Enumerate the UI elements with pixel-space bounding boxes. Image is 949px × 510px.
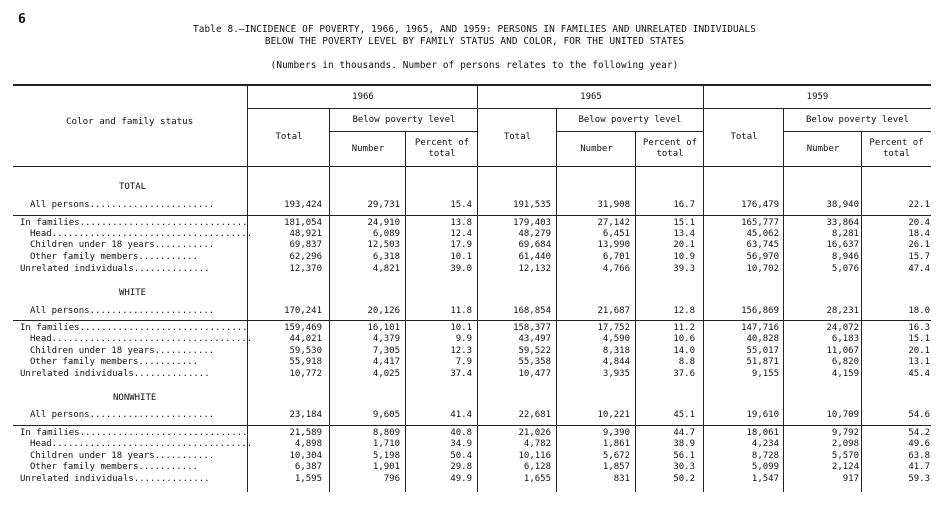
row-label: Children under 18 years........... (30, 346, 215, 356)
table-row (0, 439, 949, 450)
cell: 55,918 (289, 357, 322, 367)
section-title: NONWHITE (113, 393, 157, 403)
stub-header: Color and family status (66, 116, 194, 127)
cell: 8,946 (831, 252, 859, 262)
cell: 179,403 (513, 218, 551, 228)
cell: 7,305 (372, 346, 400, 356)
cell: 12.3 (450, 346, 472, 356)
total-header: Total (503, 132, 532, 142)
year-header: 1965 (580, 92, 602, 102)
row-label: Head..................................... (30, 439, 253, 449)
cell: 1,710 (372, 439, 400, 449)
cell: 4,898 (294, 439, 322, 449)
below-poverty-rule (784, 131, 931, 132)
number-header: Number (580, 144, 613, 154)
table-title-line-1: Table 8.—INCIDENCE OF POVERTY, 1966, 1965, AND 1959: PERSONS IN FAMILIES AND UNRELATED INDIVIDUALS (193, 24, 756, 35)
cell: 31,908 (597, 200, 630, 210)
cell: 6,820 (831, 357, 859, 367)
row-label: All persons....................... (30, 200, 215, 210)
cell: 11,067 (826, 346, 859, 356)
cell: 26.1 (908, 240, 930, 250)
row-group-rule (13, 215, 931, 216)
cell: 24,910 (367, 218, 400, 228)
cell: 159,469 (284, 323, 322, 333)
cell: 168,854 (513, 306, 551, 316)
cell: 4,590 (602, 334, 630, 344)
cell: 6,701 (602, 252, 630, 262)
cell: 41.7 (908, 462, 930, 472)
cell: 10,221 (597, 410, 630, 420)
table-row (0, 428, 949, 439)
cell: 4,379 (372, 334, 400, 344)
percent-header-line-2: total (656, 149, 684, 159)
below-poverty-header: Below poverty level (578, 115, 682, 125)
table-row (0, 252, 949, 263)
cell: 16.7 (673, 200, 695, 210)
cell: 18,061 (746, 428, 779, 438)
cell: 24,072 (826, 323, 859, 333)
cell: 27,142 (597, 218, 630, 228)
cell: 50.4 (450, 451, 472, 461)
cell: 4,159 (831, 369, 859, 379)
row-label: Head..................................... (30, 334, 253, 344)
cell: 147,716 (741, 323, 779, 333)
cell: 15.1 (673, 218, 695, 228)
cell: 1,861 (602, 439, 630, 449)
cell: 4,234 (751, 439, 779, 449)
cell: 6,089 (372, 229, 400, 239)
row-label: Head..................................... (30, 229, 253, 239)
row-label: Children under 18 years........... (30, 451, 215, 461)
cell: 69,684 (518, 240, 551, 250)
cell: 37.6 (673, 369, 695, 379)
cell: 40.8 (450, 428, 472, 438)
cell: 2,098 (831, 439, 859, 449)
cell: 21,589 (289, 428, 322, 438)
cell: 44.7 (673, 428, 695, 438)
cell: 48,921 (289, 229, 322, 239)
cell: 5,672 (602, 451, 630, 461)
total-header: Total (275, 132, 303, 142)
cell: 56.1 (673, 451, 695, 461)
cell: 176,479 (741, 200, 779, 210)
year-header-rule (248, 108, 931, 109)
cell: 917 (842, 474, 859, 484)
cell: 54.6 (908, 410, 930, 420)
cell: 21,687 (597, 306, 630, 316)
table-row (0, 218, 949, 229)
percent-header (862, 138, 931, 160)
cell: 33,864 (826, 218, 859, 228)
cell: 6,387 (294, 462, 322, 472)
cell: 61,440 (518, 252, 551, 262)
cell: 156,869 (741, 306, 779, 316)
cell: 15.1 (908, 334, 930, 344)
cell: 1,595 (294, 474, 322, 484)
cell: 1,655 (523, 474, 551, 484)
cell: 37.4 (450, 369, 472, 379)
row-label: Other family members........... (30, 462, 198, 472)
row-group-rule (13, 320, 931, 321)
total-header: Total (730, 132, 758, 142)
cell: 2,124 (831, 462, 859, 472)
row-label: All persons....................... (30, 410, 215, 420)
cell: 20.1 (908, 346, 930, 356)
cell: 9,605 (372, 410, 400, 420)
cell: 22,681 (518, 410, 551, 420)
cell: 21,026 (518, 428, 551, 438)
row-label: Unrelated individuals.............. (20, 369, 210, 379)
cell: 10,702 (746, 264, 779, 274)
table-top-rule (13, 84, 931, 86)
section-heading-nonwhite (0, 393, 949, 404)
cell: 55,358 (518, 357, 551, 367)
cell: 30.3 (673, 462, 695, 472)
cell: 10,772 (289, 369, 322, 379)
cell: 13.8 (450, 218, 472, 228)
cell: 59,522 (518, 346, 551, 356)
cell: 5,099 (751, 462, 779, 472)
cell: 6,183 (831, 334, 859, 344)
row-label: Children under 18 years........... (30, 240, 215, 250)
section-heading-white (0, 288, 949, 299)
percent-header (636, 138, 704, 160)
cell: 45,062 (746, 229, 779, 239)
cell: 45.1 (673, 410, 695, 420)
cell: 63,745 (746, 240, 779, 250)
cell: 18.4 (908, 229, 930, 239)
cell: 5,570 (831, 451, 859, 461)
cell: 8,318 (602, 346, 630, 356)
cell: 7.9 (455, 357, 472, 367)
cell: 4,782 (523, 439, 551, 449)
table-title-line-2: BELOW THE POVERTY LEVEL BY FAMILY STATUS AND COLOR, FOR THE UNITED STATES (264, 36, 685, 47)
cell: 3,935 (602, 369, 630, 379)
cell: 1,857 (602, 462, 630, 472)
cell: 59,530 (289, 346, 322, 356)
section-title: TOTAL (119, 182, 147, 192)
cell: 4,025 (372, 369, 400, 379)
cell: 20.4 (908, 218, 930, 228)
cell: 12,370 (289, 264, 322, 274)
cell: 158,377 (513, 323, 551, 333)
cell: 22.1 (908, 200, 930, 210)
cell: 45.4 (908, 369, 930, 379)
section-heading-total (0, 182, 949, 193)
cell: 6,318 (372, 252, 400, 262)
cell: 23,184 (289, 410, 322, 420)
header-bottom-rule (13, 166, 931, 167)
cell: 10.1 (450, 323, 472, 333)
cell: 12.8 (673, 306, 695, 316)
cell: 55,017 (746, 346, 779, 356)
row-label: All persons....................... (30, 306, 215, 316)
table-subtitle: (Numbers in thousands. Number of persons relates to the following year) (270, 60, 679, 71)
cell: 29.8 (450, 462, 472, 472)
row-group-rule (13, 425, 931, 426)
percent-header-line-1: Percent of (642, 138, 698, 148)
table-row (0, 200, 949, 211)
cell: 18.0 (908, 306, 930, 316)
cell: 191,535 (513, 200, 551, 210)
table-row (0, 410, 949, 421)
cell: 4,821 (372, 264, 400, 274)
cell: 20.1 (673, 240, 695, 250)
cell: 44,021 (289, 334, 322, 344)
cell: 9,155 (751, 369, 779, 379)
percent-header-line-1: Percent of (414, 138, 470, 148)
cell: 56,970 (746, 252, 779, 262)
row-label: Unrelated individuals.............. (20, 474, 210, 484)
cell: 48,279 (518, 229, 551, 239)
cell: 8,728 (751, 451, 779, 461)
below-poverty-header: Below poverty level (806, 115, 909, 125)
cell: 4,766 (602, 264, 630, 274)
page-number: 6 (18, 12, 26, 27)
cell: 193,424 (284, 200, 322, 210)
cell: 10,116 (518, 451, 551, 461)
cell: 19,610 (746, 410, 779, 420)
cell: 29,731 (367, 200, 400, 210)
table-row (0, 323, 949, 334)
cell: 41.4 (450, 410, 472, 420)
cell: 10,304 (289, 451, 322, 461)
cell: 14.0 (673, 346, 695, 356)
cell: 51,871 (746, 357, 779, 367)
cell: 40,828 (746, 334, 779, 344)
cell: 181,054 (284, 218, 322, 228)
row-label: In families............................... (20, 428, 248, 438)
table-row (0, 229, 949, 240)
cell: 49.6 (908, 439, 930, 449)
cell: 10,477 (518, 369, 551, 379)
table-row (0, 334, 949, 345)
cell: 9,390 (602, 428, 630, 438)
cell: 12,132 (518, 264, 551, 274)
cell: 10.6 (673, 334, 695, 344)
cell: 17.9 (450, 240, 472, 250)
cell: 1,901 (372, 462, 400, 472)
cell: 10,709 (826, 410, 859, 420)
year-header: 1959 (806, 92, 829, 102)
cell: 5,198 (372, 451, 400, 461)
table-row (0, 462, 949, 473)
below-poverty-rule (557, 131, 703, 132)
cell: 10.1 (450, 252, 472, 262)
cell: 11.8 (450, 306, 472, 316)
year-header: 1966 (352, 92, 374, 102)
cell: 43,497 (518, 334, 551, 344)
cell: 12.4 (450, 229, 472, 239)
cell: 16,637 (826, 240, 859, 250)
cell: 39.0 (450, 264, 472, 274)
table-row (0, 474, 949, 485)
table-row (0, 451, 949, 462)
cell: 28,231 (826, 306, 859, 316)
percent-header-line-2: total (428, 149, 456, 159)
cell: 47.4 (908, 264, 930, 274)
row-label: Other family members........... (30, 357, 198, 367)
table-row (0, 264, 949, 275)
table-row (0, 369, 949, 380)
cell: 69,837 (289, 240, 322, 250)
cell: 1,547 (751, 474, 779, 484)
cell: 13.1 (908, 357, 930, 367)
cell: 38.9 (673, 439, 695, 449)
row-label: In families............................... (20, 323, 248, 333)
percent-header-line-2: total (882, 149, 911, 159)
cell: 9,792 (831, 428, 859, 438)
table-row (0, 240, 949, 251)
number-header: Number (806, 144, 840, 154)
cell: 54.2 (908, 428, 930, 438)
cell: 15.4 (450, 200, 472, 210)
cell: 11.2 (673, 323, 695, 333)
cell: 62,296 (289, 252, 322, 262)
number-header: Number (351, 144, 385, 154)
below-poverty-header: Below poverty level (352, 115, 456, 125)
cell: 5,076 (831, 264, 859, 274)
percent-header-line-1: Percent of (869, 138, 924, 148)
cell: 16.3 (908, 323, 930, 333)
cell: 13.4 (673, 229, 695, 239)
cell: 6,128 (523, 462, 551, 472)
section-title: WHITE (119, 288, 147, 298)
below-poverty-rule (330, 131, 478, 132)
cell: 9.9 (455, 334, 472, 344)
cell: 16,101 (367, 323, 400, 333)
cell: 4,417 (372, 357, 400, 367)
cell: 13,990 (597, 240, 630, 250)
cell: 4,844 (602, 357, 630, 367)
cell: 49.9 (450, 474, 472, 484)
row-label: Other family members........... (30, 252, 198, 262)
row-label: In families............................... (20, 218, 248, 228)
cell: 34.9 (450, 439, 472, 449)
cell: 39.3 (673, 264, 695, 274)
cell: 38,940 (826, 200, 859, 210)
cell: 17,752 (597, 323, 630, 333)
cell: 6,451 (602, 229, 630, 239)
cell: 10.9 (673, 252, 695, 262)
cell: 796 (383, 474, 400, 484)
cell: 20,126 (367, 306, 400, 316)
table-row (0, 346, 949, 357)
table-row (0, 357, 949, 368)
cell: 12,503 (367, 240, 400, 250)
cell: 50.2 (673, 474, 695, 484)
cell: 63.8 (908, 451, 930, 461)
percent-header (406, 138, 478, 160)
cell: 59.3 (908, 474, 930, 484)
cell: 8,281 (831, 229, 859, 239)
cell: 165,777 (741, 218, 779, 228)
cell: 8.8 (678, 357, 695, 367)
cell: 8,809 (372, 428, 400, 438)
cell: 170,241 (284, 306, 322, 316)
row-label: Unrelated individuals.............. (20, 264, 210, 274)
table-row (0, 306, 949, 317)
cell: 15.7 (908, 252, 930, 262)
cell: 831 (613, 474, 630, 484)
